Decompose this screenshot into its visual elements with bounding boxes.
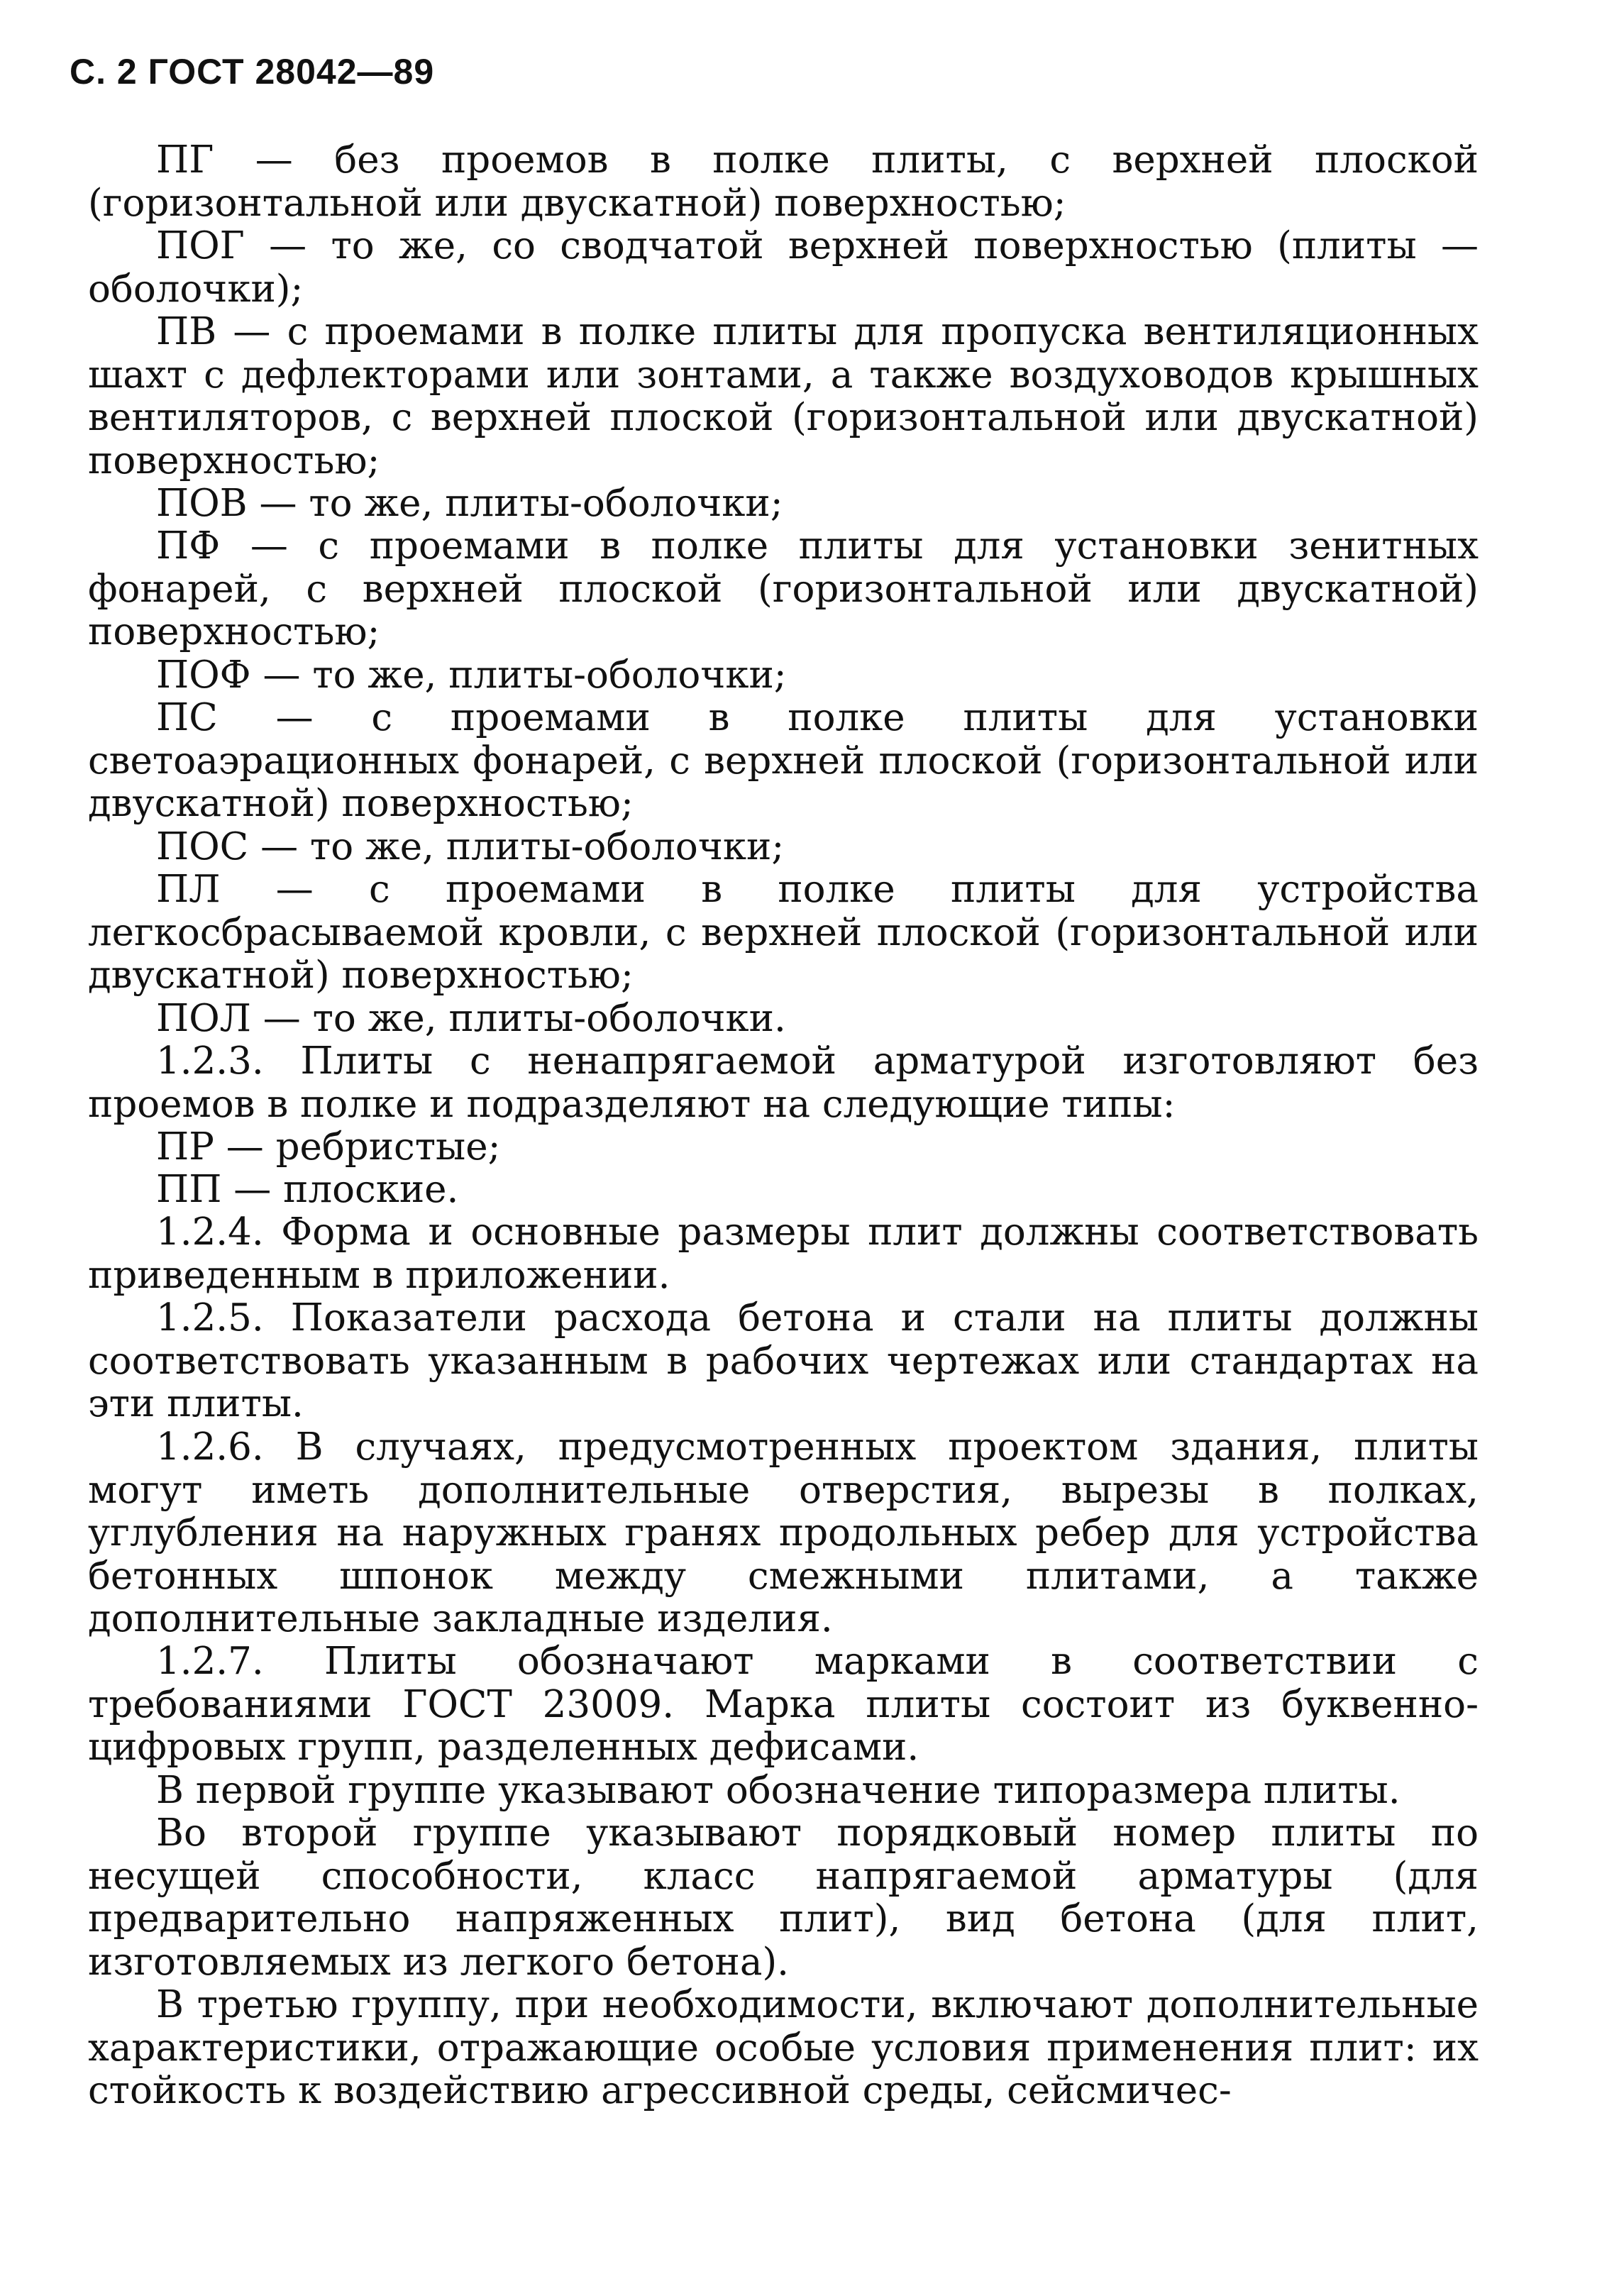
- paragraph: В первой группе указывают обозначение типоразмера плиты.: [156, 1769, 1401, 1812]
- paragraph: ПОФ — то же, плиты-оболочки;: [156, 653, 787, 697]
- paragraph: В третью группу, при необходимости, включают дополнительные характеристики, отражающие особые условия применения плит: их стойкость к воздействию агрессивной среды, сейсмичес-: [88, 1983, 1479, 2112]
- paragraph: ПГ — без проемов в полке плиты, с верхней плоской (горизонтальной или двускатной) поверхностью;: [88, 138, 1479, 225]
- paragraph: ПОГ — то же, со сводчатой верхней поверхностью (плиты — оболочки);: [88, 224, 1479, 311]
- paragraph: 1.2.7. Плиты обозначают марками в соответствии с требованиями ГОСТ 23009. Марка плиты состоит из буквенно-цифровых групп, разделенных дефисами.: [88, 1640, 1479, 1769]
- document-body: [88, 139, 1479, 2113]
- paragraph: 1.2.4. Форма и основные размеры плит должны соответствовать приведенным в приложении.: [88, 1210, 1479, 1297]
- page-header: [70, 51, 434, 92]
- paragraph: ПОЛ — то же, плиты-оболочки.: [156, 997, 786, 1040]
- paragraph: ПП — плоские.: [156, 1168, 459, 1211]
- paragraph: ПОС — то же, плиты-оболочки;: [156, 825, 785, 868]
- paragraph: ПЛ — с проемами в полке плиты для устройства легкосбрасываемой кровли, с верхней плоской (горизонтальной или двускатной) поверхностью;: [88, 868, 1479, 997]
- paragraph: ПВ — с проемами в полке плиты для пропуска вентиляционных шахт с дефлекторами или зонтами, а также воздуховодов крышных вентиляторов, с верхней плоской (горизонтальной или двускатной) поверхностью;: [88, 310, 1479, 482]
- paragraph: ПР — ребристые;: [156, 1125, 501, 1169]
- paragraph: ПОВ — то же, плиты-оболочки;: [156, 482, 783, 525]
- paragraph: 1.2.5. Показатели расхода бетона и стали на плиты должны соответствовать указанным в рабочих чертежах или стандартах на эти плиты.: [88, 1296, 1479, 1425]
- standard-designation: ГОСТ 28042—89: [148, 52, 435, 92]
- paragraph: Во второй группе указывают порядковый номер плиты по несущей способности, класс напрягаемой арматуры (для предварительно напряженных плит), вид бетона (для плит, изготовляемых из легкого бетона).: [88, 1811, 1479, 1984]
- paragraph: 1.2.3. Плиты с ненапрягаемой арматурой изготовляют без проемов в полке и подразделяют на следующие типы:: [88, 1039, 1479, 1126]
- paragraph: 1.2.6. В случаях, предусмотренных проектом здания, плиты могут иметь дополнительные отверстия, вырезы в полках, углубления на наружных гранях продольных ребер для устройства бетонных шпонок между смежными плитами, а также дополнительные закладные изделия.: [88, 1425, 1479, 1640]
- paragraph: ПФ — с проемами в полке плиты для установки зенитных фонарей, с верхней плоской (горизонтальной или двускатной) поверхностью;: [88, 524, 1479, 653]
- paragraph: ПС — с проемами в полке плиты для установки светоаэрационных фонарей, с верхней плоской (горизонтальной или двускатной) поверхностью;: [88, 696, 1479, 825]
- page-number: С. 2: [70, 52, 138, 92]
